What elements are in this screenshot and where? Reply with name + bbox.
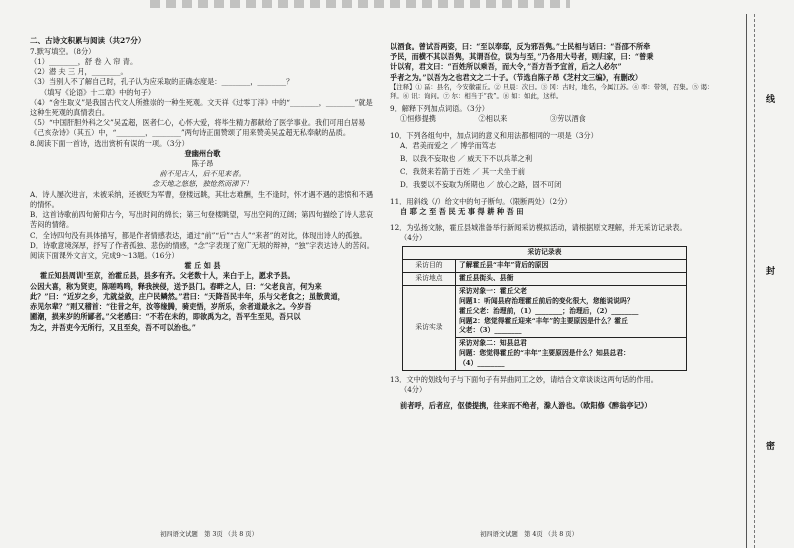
q10-option-a: A．君美而爱之 ／ 博学而笃志 [400,140,497,150]
binding-mark-mi: 密 [766,442,776,452]
footer-right: 初四语文试题 第 4页 （共 8 页） [480,531,578,538]
binding-strip [730,14,794,548]
table-label: 采访地点 [403,273,456,286]
passage-cont: 计以宥，君文曰：“百姓所以乘吾，而大令，”吾方吾予宜首，后之人必尔” [390,62,622,72]
footer-left: 初四语文试题 第 3页 （共 8 页） [160,531,258,538]
passage-cont: 予民，而横不其以吾隽，其谓吾位，误为与至，”乃各用大号者，则归家，曰：“曾秉 [390,52,654,62]
q13-quote: 前者呼，后者应，伛偻提携，往来而不绝者，滁人游也。（欧阳修《醉翁亭记》） [400,401,652,411]
table-value [456,338,687,371]
passage-line: 为之，并吾吏今无所行，又且至矣，吾不可以治也。” [30,322,196,332]
q11-title: 11．用斜线（/）给文中的句子断句。（限断两处）（2分） [390,196,572,206]
q8-option-a: A．诗人屡次进言，未被采纳，还被贬为军曹，登楼远眺，其壮志难酬，生不逢时，怀才遇不遇的悲愤和不遇的情怀。 [30,189,374,209]
reading-intro: 阅读下面课外文言文，完成9～13题。（16分） [30,251,179,261]
binding-dashed-line [754,14,755,548]
table-value: 了解霍丘县“丰年”背后的原因 [456,260,687,273]
passage-line: 公因大喜，称为贤吏，陈嗟鸣鸣，释我挟侵，送予县门。春畔之人，曰：“父老良言，何为来 [30,281,322,291]
table-label: 采访实录 [403,286,456,371]
section-heading: 二、古诗文积累与阅读（共27分） [30,36,146,45]
passage-cont: 乎者之为。”以吾为之也君文之二十子。（节选自陈子昂《芝村文三编》，有删改） [390,72,643,82]
q13-points: （4分） [400,384,427,394]
q7-line3: （3）当别人不了解自己时，孔子认为应采取的正确态度是：________，________？ [30,77,294,87]
record-line: 问题：您觉得霍丘的“丰年”主要原因是什么？知县总君： [459,349,630,358]
poem-author: 陈子昂 [191,159,214,169]
interview-record-table [402,246,687,370]
q12-title: 12．为弘扬文脉，霍丘县城准备举行新闻采访模拟活动，请根据原文理解，并无采访记录表。 [390,223,687,233]
binding-mark-xian: 线 [766,95,776,105]
q7-line3b: （填写《论语》十二章》中的句子） [40,87,156,97]
record-line: 问题1：听闻县府治理霍丘前后的变化很大，您能说说吗？ [459,296,634,305]
q8-option-c: C．全诗四句没有具体描写，都是作者情感表达，通过“前”“后”“古人”“来者”的对比，体现出诗人的孤独。 [30,230,367,240]
q7-line4: （4）“舍生取义”是我国古代文人所推崇的一种生死观。文天祥《过零丁洋》中的“________，________”就是这种生死观的真情表白。 [30,97,373,117]
poem-line1: 前不见古人，后不见来者。 [159,169,246,179]
q8-option-d: D．诗歌意境深厚，抒写了作者孤独、悲伤的情感，“念”字表现了宽广无垠的辩神，“独”字表达诗人的苦闷。 [30,240,374,250]
left-column [30,36,375,333]
record-line: 霍丘父老：治理前，（1）________；治理后，（2）________ [459,306,639,315]
record-line: 问题2：您觉得霍丘迎来“丰年”的主要原因是什么？霍丘 [459,316,628,325]
q9-item: ③劳以酒食 [549,114,586,124]
passage-notes: 【注释】① 畐：县名，今安徽霍丘。② 旦晨：次日。③ 冈：古时，地名，今属江苏。④ 率：带领，召集。⑤ 谒：拜。⑥ 讯：询问。⑦ 尔：相当于“我”。⑧ 如：如此，这样。 [390,82,714,100]
q12-points: （4分） [400,233,427,243]
top-scan-band [150,0,570,8]
q9-title: 9．解释下列加点词语。（3分） [390,104,489,114]
passage-line: 霍丘知县周训¹至京，治霍丘县，县多有齐。父老数十人，来白于上，愿求予县。 [40,271,295,281]
q8-option-b: B．这首诗歌前四句俯仰古今，写出时间的绵长；第三句登楼眺望，写出空间的辽阔；第四句描绘了诗人悲哀苦闷的情绪。 [30,210,374,230]
q7-line2: （2）潜 夫 三 月，________。 [30,67,128,77]
passage-line: 圃潮，损来岁的所鄙者。”父老感曰：“不若在未的，即欲禹为之，吾平生至见，吾只以 [30,312,301,322]
passage-line: 赤见尔辈？”则又稽首：“往昔之年，汝等缘腾，骑吏悟，岁所乐，余者道最永之。今岁吾 [30,302,312,312]
q9-item: ①恒修提携 [400,114,436,124]
table-value: 霍丘县街头、县衙 [456,273,687,286]
passage-cont: 以酒食。曾试吾两姿，曰：“至以奉邸，反为邪吾隽。”士民相与话曰：“吾邵不所牵 [390,42,651,51]
q7-line1: （1）________，舒 卷 入 帘 青。 [30,56,138,66]
q9-items [390,114,722,124]
q10-option-d: D．我要以不妄取为所期也 ／ 放心之路，固不可闭 [400,180,562,190]
q8-title: 8.阅读下面一首诗，选出赏析有误的一项。（3分） [30,138,189,148]
q7-title: 7.默写填空。（8分） [30,46,96,56]
q9-item: ②相以来 [478,114,508,124]
passage-line: 此？”曰：“近岁之乡，尤就益敛，庄户民鳞然。”君曰：“天降吾民丰年，乐与父老食之；虽散黄道， [30,291,345,301]
table-row [403,273,687,286]
q10-option-c: C．我贤来若箭于百姓 ／ 其一犬坐于前 [400,167,526,177]
passage-title: 霍 丘 如 县 [184,261,221,271]
table-value [456,286,687,338]
table-row [403,260,687,273]
right-column [390,42,722,411]
record-line: 采访对象一：霍丘父老 [459,287,527,295]
binding-line [746,14,747,548]
table-title: 采访记录表 [403,247,687,260]
poem-title: 登幽州台歌 [184,148,221,158]
q10-option-b: B．以我不妄取也 ／ 威天下不以兵革之利 [400,153,533,163]
table-row [403,286,687,338]
q7-line5: （5）“中国肝胆外科之父”吴孟超，医者仁心，心怀大爱，将毕生精力都献给了医学事业。我们可用白居易《己亥杂诗》（其五）中，“________，________”两句诗正面赞颂了用来赞美吴孟超无私奉献的品质。 [30,118,366,138]
binding-mark-feng: 封 [766,267,776,277]
record-line: （4）________ [459,358,505,367]
q11-sentence: 自 耶 之 至 吾 民 无 事 得 耕 种 吾 田 [400,206,524,216]
q10-title: 10．下列各组句中，加点词的意义和用法都相同的一项是（3分） [390,130,598,140]
q13-title: 13．文中的划线句子与下面句子有异曲同工之妙，请结合文章谈谈这两句话的作用。 [390,374,658,384]
record-line: 父老：（3）________ [459,326,522,335]
poem-line2: 念天地之悠悠，独怆然而涕下！ [152,179,253,189]
record-line: 采访对象二：知县总君 [459,339,527,348]
table-label: 采访目的 [403,260,456,273]
